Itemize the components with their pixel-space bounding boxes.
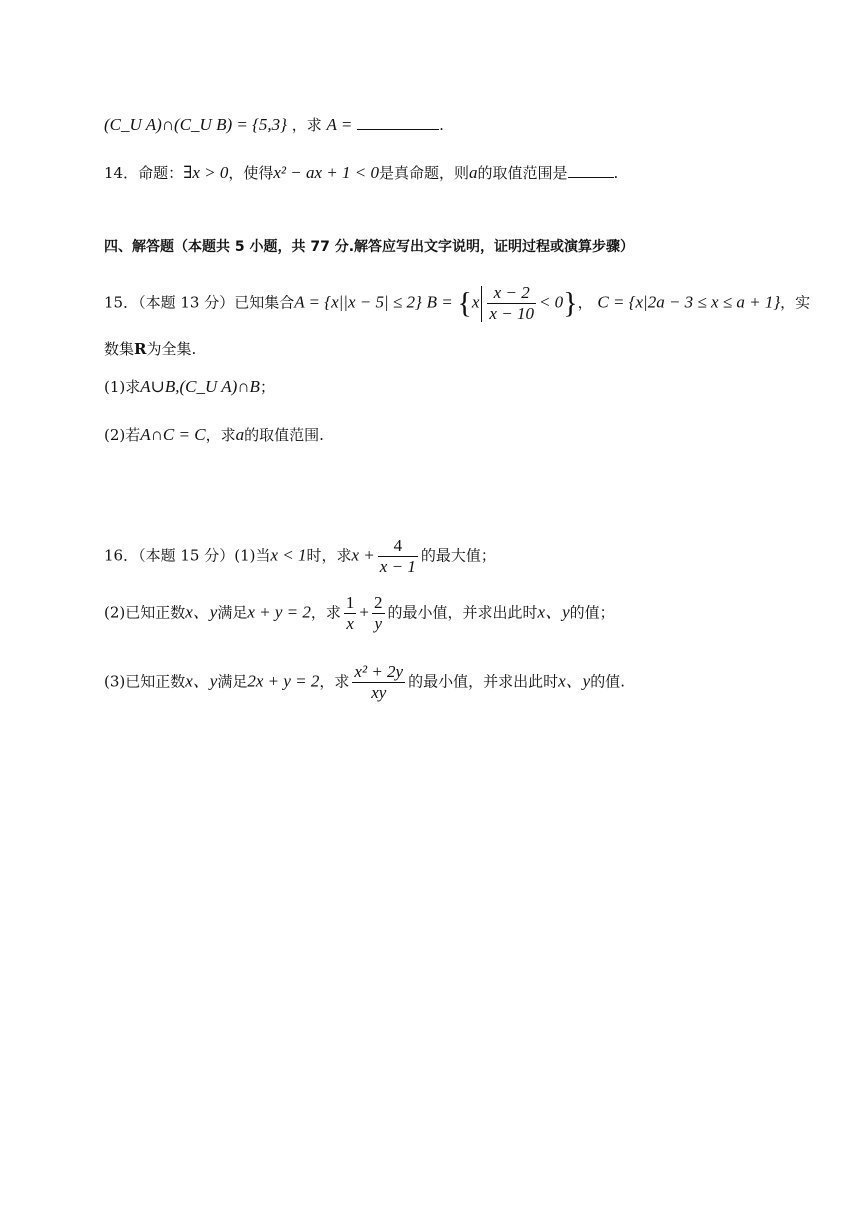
- q16-p2-plus: +: [359, 602, 370, 622]
- q15-part1-label: (1)求: [104, 378, 141, 396]
- q16-p2-den2: y: [374, 614, 383, 633]
- q13-expr: (C_U A)∩(C_U B) = {5,3}: [104, 115, 287, 134]
- q13-answer-blank[interactable]: [357, 115, 439, 130]
- q14-prefix: 命题：: [138, 164, 184, 182]
- q13-target: A =: [326, 115, 353, 134]
- q16-p2-vars2: x、y: [537, 602, 570, 622]
- q16-score: （本题 15 分）: [138, 546, 235, 565]
- q15-intro: 已知集合: [234, 293, 295, 312]
- q13-text: ，求: [291, 116, 322, 134]
- q13-tail-line: (C_U A)∩(C_U B) = {5,3} ，求 A = .: [104, 115, 444, 134]
- q16-p2-den1: x: [346, 614, 354, 633]
- q16-part1: [104, 536, 496, 577]
- q15-part2-label: (2)若: [104, 426, 141, 444]
- q16-p3-vars2: x、y: [558, 671, 591, 691]
- q16-p3-text2: ，求: [319, 672, 350, 691]
- q16-p1-fraction: [378, 536, 418, 577]
- q15-part2-var: a: [235, 425, 245, 444]
- q15-setB-num: x − 2: [487, 283, 536, 304]
- q16-p1-text: 时，求: [306, 546, 352, 565]
- q16-p2-cond: x + y = 2: [247, 602, 311, 622]
- q16-p2-label: (2)已知正数: [104, 603, 186, 622]
- q16-p3-den: xy: [371, 683, 387, 702]
- q15-setB-den: x − 10: [489, 304, 534, 323]
- q15-part2-expr: A∩C = C: [140, 425, 206, 444]
- q16-p3-num: x² + 2y: [354, 662, 404, 681]
- q15-part1-expr: A∪B,(C_U A)∩B: [140, 377, 260, 396]
- q15-line1: 15．（本题 13 分）已知集合A = {x||x − 5| ≤ 2} B = {x $\frac{x - 2}{x - 10}$ < 0}， C = {x|2a − 3 ≤ x ≤ a + 1}，实: [104, 283, 811, 323]
- q15-part1: [104, 376, 275, 398]
- q16-p2-tail: 的最小值，并求出此时: [387, 603, 538, 622]
- q15-setB-right: < 0: [538, 292, 564, 312]
- q14-var: a: [469, 163, 478, 182]
- q15-line2-text: 数集: [104, 340, 135, 358]
- q14-text: 是真命题，则: [378, 164, 469, 182]
- q16-p1-tail: 的最大值；: [420, 546, 496, 565]
- q14-mid: ，使得: [228, 164, 274, 182]
- q16-p1-den: x − 1: [379, 557, 416, 576]
- q15-setB-fraction: [487, 283, 536, 324]
- q16-part3: [104, 662, 625, 703]
- q16-p1-num: 4: [378, 536, 418, 557]
- q16-p2-fraction1: [344, 593, 357, 634]
- q16-p2-num2: 2: [374, 593, 383, 612]
- q15-setB-left: B =: [426, 292, 453, 312]
- q14-answer-blank[interactable]: [568, 163, 614, 178]
- q16-p3-end: 的值.: [590, 672, 625, 691]
- q15-number: 15．: [104, 293, 139, 312]
- q14-number: 14．: [104, 164, 139, 182]
- q15-part2-text: ，求: [205, 426, 236, 444]
- q15-score: （本题 13 分）: [138, 293, 235, 312]
- q16-p1-label: (1)当: [234, 546, 271, 565]
- q16-p2-end: 的值；: [569, 603, 615, 622]
- q16-p3-vars: x、y: [185, 671, 218, 691]
- q14-tail: 的取值范围是: [477, 164, 568, 182]
- q16-p3-text: 满足: [217, 672, 248, 691]
- q16-p2-fraction2: [372, 593, 385, 634]
- q15-part2: [104, 424, 324, 446]
- q14-cond: ∃x > 0: [183, 163, 229, 182]
- q15-line2-tail: 为全集.: [146, 340, 197, 358]
- q16-p3-fraction: [352, 662, 405, 703]
- q16-p1-expr-left: x +: [351, 545, 375, 565]
- section4-heading: 四、解答题（本题共 5 小题，共 77 分.解答应写出文字说明，证明过程或演算步骤）: [104, 239, 635, 255]
- q15-R: R: [134, 340, 147, 358]
- q16-p2-text: 满足: [217, 603, 248, 622]
- q15-tail1: ，实: [780, 293, 811, 312]
- q16-p3-cond: 2x + y = 2: [247, 671, 320, 691]
- q16-number: 16．: [104, 546, 139, 565]
- q16-p2-text2: ，求: [310, 603, 341, 622]
- q15-part2-tail: 的取值范围.: [244, 426, 324, 444]
- q14-ineq: x² − ax + 1 < 0: [273, 163, 379, 182]
- q14-line: 14．命题：∃x > 0，使得x² − ax + 1 < 0是真命题，则a的取值范围是 .: [104, 163, 619, 182]
- q15-part1-tail: ；: [259, 378, 275, 396]
- q15-line2: [104, 338, 196, 360]
- q16-p2-vars: x、y: [185, 602, 218, 622]
- q16-p1-cond: x < 1: [270, 545, 307, 565]
- q15-setC: C = {x|2a − 3 ≤ x ≤ a + 1}: [597, 292, 781, 312]
- q15-setA: A = {x||x − 5| ≤ 2}: [294, 292, 422, 312]
- q16-p3-tail: 的最小值，并求出此时: [408, 672, 559, 691]
- q16-p2-num1: 1: [345, 593, 355, 612]
- q16-p3-label: (3)已知正数: [104, 672, 186, 691]
- q16-part2: [104, 593, 615, 634]
